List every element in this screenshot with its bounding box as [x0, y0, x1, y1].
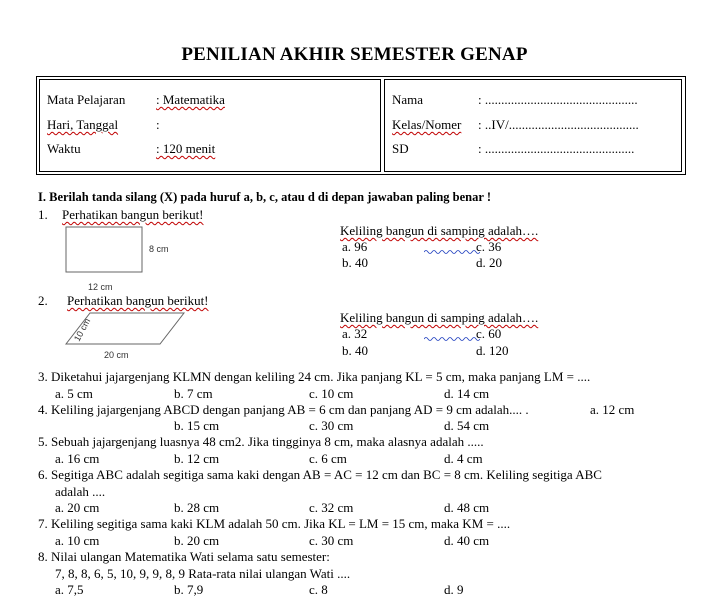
- school-label: SD: [392, 141, 409, 156]
- q5-text: 5. Sebuah jajargenjang luasnya 48 cm2. Jika tingginya 8 cm, maka alasnya adalah .....: [38, 434, 484, 449]
- school-field[interactable]: : ..............................................: [478, 141, 635, 156]
- q2-parallelogram-figure: [62, 308, 192, 364]
- subject-label: Mata Pelajaran: [47, 92, 126, 107]
- q1-fig-side-label: 8 cm: [149, 244, 169, 254]
- q2-prompt: Keliling bangun di samping adalah….: [340, 310, 539, 325]
- q4-text: 4. Keliling jajargenjang ABCD dengan panjang AB = 6 cm dan panjang AD = 9 cm adalah.... .: [38, 402, 529, 417]
- q8-option-b[interactable]: b. 7,9: [174, 582, 204, 597]
- q1-option-d[interactable]: d. 20: [476, 255, 502, 270]
- q8-text-continued: 7, 8, 8, 6, 5, 10, 9, 9, 8, 9 Rata-rata nilai ulangan Wati ....: [55, 566, 351, 581]
- q2-option-b[interactable]: b. 40: [342, 343, 368, 358]
- q4-option-d[interactable]: d. 54 cm: [444, 418, 490, 433]
- q3-option-d[interactable]: d. 14 cm: [444, 386, 490, 401]
- q3-text: 3. Diketahui jajargenjang KLMN dengan keliling 24 cm. Jika panjang KL = 5 cm, maka panjang LM = ....: [38, 369, 591, 384]
- q6-option-c[interactable]: c. 32 cm: [309, 500, 354, 515]
- q4-option-c[interactable]: c. 30 cm: [309, 418, 354, 433]
- q5-option-d[interactable]: d. 4 cm: [444, 451, 483, 466]
- q1-text: Perhatikan bangun berikut!: [62, 207, 204, 222]
- day-date-value: :: [156, 117, 160, 132]
- day-date-label: Hari, Tanggal: [47, 117, 119, 132]
- time-label: Waktu: [47, 141, 81, 156]
- q2-text: Perhatikan bangun berikut!: [67, 293, 209, 308]
- q6-option-a[interactable]: a. 20 cm: [55, 500, 100, 515]
- subject-value: : Matematika: [156, 92, 225, 107]
- q1-squiggle: [424, 249, 480, 255]
- time-value: : 120 menit: [156, 141, 216, 156]
- q5-option-c[interactable]: c. 6 cm: [309, 451, 347, 466]
- q2-option-d[interactable]: d. 120: [476, 343, 509, 358]
- page-title: PENILIAN AKHIR SEMESTER GENAP: [181, 44, 528, 65]
- q7-option-d[interactable]: d. 40 cm: [444, 533, 490, 548]
- q6-text: 6. Segitiga ABC adalah segitiga sama kaki dengan AB = AC = 12 cm dan BC = 8 cm. Keliling segitiga ABC: [38, 467, 602, 482]
- instruction: I. Berilah tanda silang (X) pada huruf a, b, c, atau d di depan jawaban paling benar !: [38, 190, 491, 204]
- q3-option-c[interactable]: c. 10 cm: [309, 386, 354, 401]
- q8-option-c[interactable]: c. 8: [309, 582, 328, 597]
- class-number-label: Kelas/Nomer: [392, 117, 462, 132]
- class-number-field[interactable]: : ..IV/........................................: [478, 117, 639, 132]
- q8-text: 8. Nilai ulangan Matematika Wati selama satu semester:: [38, 549, 330, 564]
- q6-option-b[interactable]: b. 28 cm: [174, 500, 220, 515]
- q2-fig-side-label: 10 cm: [71, 316, 93, 343]
- q1-fig-bottom-label: 12 cm: [88, 282, 113, 292]
- q6-option-d[interactable]: d. 48 cm: [444, 500, 490, 515]
- q5-option-a[interactable]: a. 16 cm: [55, 451, 100, 466]
- q7-text: 7. Keliling segitiga sama kaki KLM adalah 50 cm. Jika KL = LM = 15 cm, maka KM = ....: [38, 516, 511, 531]
- q4-option-b[interactable]: b. 15 cm: [174, 418, 220, 433]
- q1-option-c[interactable]: c. 36: [476, 239, 502, 254]
- q7-option-b[interactable]: b. 20 cm: [174, 533, 220, 548]
- q2-number: 2.: [38, 293, 48, 308]
- name-label: Nama: [392, 92, 424, 107]
- q2-fig-bottom-label: 20 cm: [104, 350, 129, 360]
- q4-option-a[interactable]: a. 12 cm: [590, 402, 635, 417]
- name-field[interactable]: : ...............................................: [478, 92, 638, 107]
- q3-option-a[interactable]: a. 5 cm: [55, 386, 93, 401]
- q1-rectangle-figure: [60, 222, 180, 294]
- q2-squiggle: [424, 336, 480, 342]
- q6-text-continued: adalah ....: [55, 484, 106, 499]
- q2-option-a[interactable]: a. 32: [342, 326, 368, 341]
- q8-option-d[interactable]: d. 9: [444, 582, 464, 597]
- q3-option-b[interactable]: b. 7 cm: [174, 386, 213, 401]
- q2-option-c[interactable]: c. 60: [476, 326, 502, 341]
- q1-prompt: Keliling bangun di samping adalah….: [340, 223, 539, 238]
- q8-option-a[interactable]: a. 7,5: [55, 582, 84, 597]
- q7-option-c[interactable]: c. 30 cm: [309, 533, 354, 548]
- q1-option-b[interactable]: b. 40: [342, 255, 368, 270]
- q7-option-a[interactable]: a. 10 cm: [55, 533, 100, 548]
- q5-option-b[interactable]: b. 12 cm: [174, 451, 220, 466]
- q1-number: 1.: [38, 207, 48, 222]
- q1-option-a[interactable]: a. 96: [342, 239, 368, 254]
